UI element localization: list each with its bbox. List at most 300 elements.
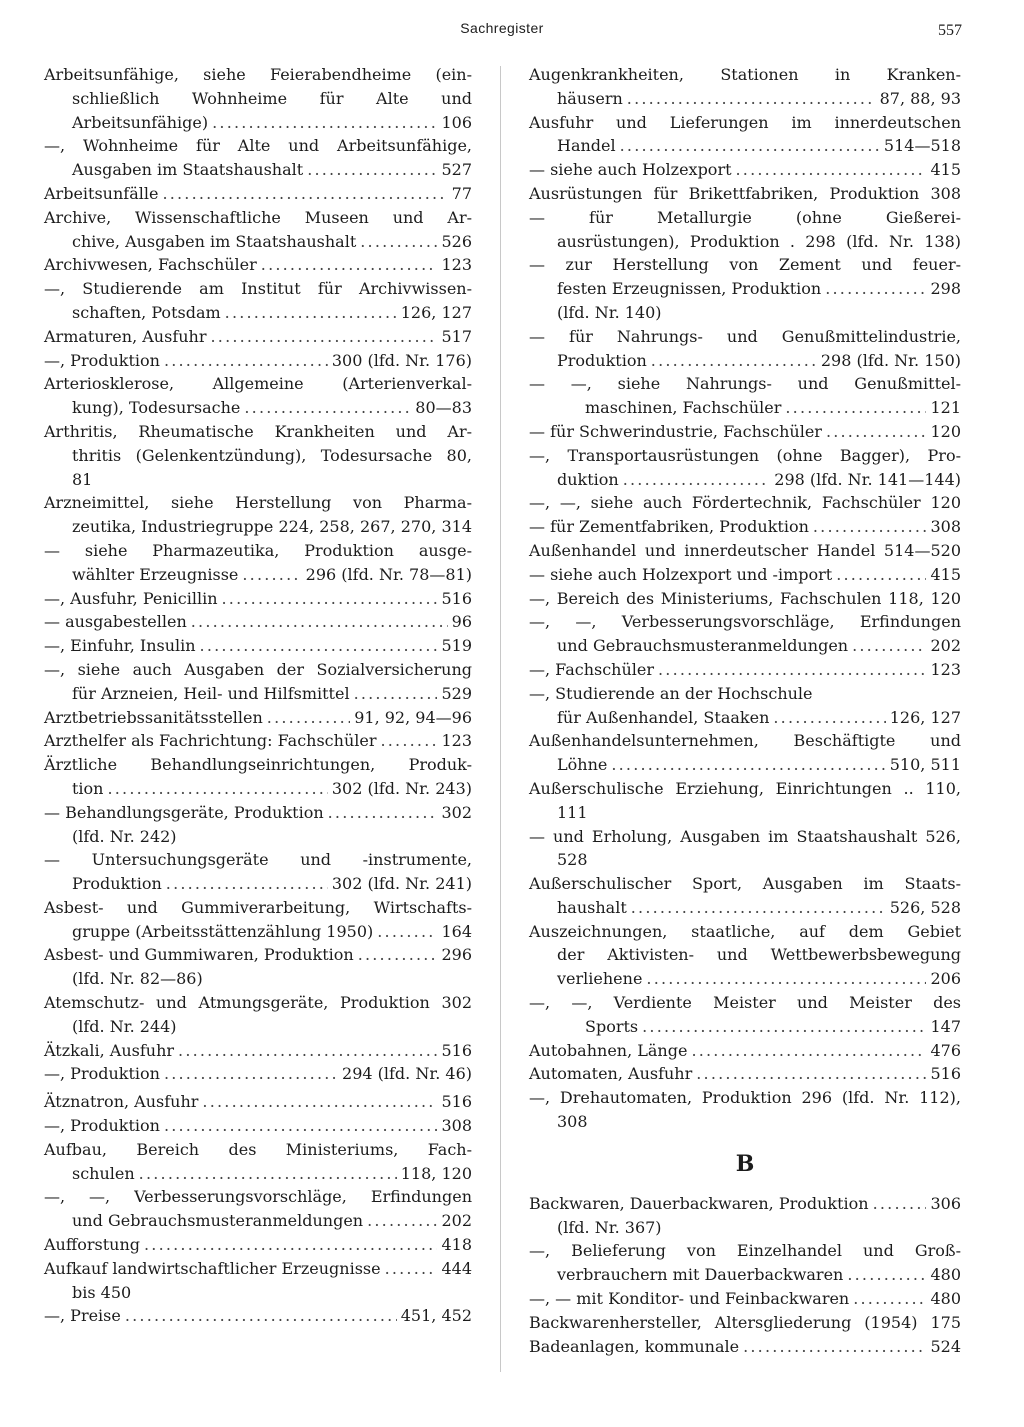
entry-line [44,1162,472,1186]
entry-text: Backwarenhersteller, Altersgliederung (1954) 175 [529,1312,961,1332]
entry-text: —, Preise [44,1306,121,1326]
index-entry [529,515,961,539]
dot-leader [225,301,397,325]
entry-line [529,1239,961,1263]
dot-leader [620,134,880,158]
entry-text: für Arzneien, Heil- und Hilfsmittel [72,683,350,703]
page-reference: 526 [441,231,472,251]
index-entry [44,491,472,539]
dot-leader [611,753,885,777]
page-reference: 516 [441,588,472,608]
page-reference: 126, 127 [400,302,472,322]
dot-leader [166,872,328,896]
entry-text: —, —, Verbesserungsvorschläge, Erfindungen [44,1187,472,1207]
entry-text: Sports [585,1016,639,1036]
entry-text: — für Metallurgie (ohne Gießerei- [529,207,961,227]
page-reference: 517 [441,326,472,346]
index-entry [44,1233,472,1257]
entry-text: Ausfuhr und Lieferungen im innerdeutschen [529,112,961,132]
entry-line [529,753,961,777]
entry-text: Arbeitsunfälle [44,183,159,203]
dot-leader [358,943,438,967]
index-entry [529,729,961,777]
entry-text: bis 450 [72,1282,132,1302]
entry-text: schaften, Potsdam [72,302,221,322]
entry-text: zeutika, Industriegruppe 224, 258, 267, 270, 314 [72,517,472,537]
entry-line [44,1015,472,1039]
entry-text: —, — mit Konditor- und Feinbackwaren [529,1289,850,1309]
page-header [0,20,1024,42]
entry-text: Aufbau, Bereich des Ministeriums, Fach- [44,1139,472,1159]
entry-line [44,1062,472,1086]
entry-text: duktion [557,469,619,489]
entry-line [44,777,472,801]
dot-leader [178,1039,437,1063]
entry-line [529,1015,961,1039]
entry-line [44,420,472,444]
index-entry [44,587,472,611]
entry-text: Augenkrankheiten, Stationen in Kranken- [529,65,961,84]
index-entry [529,491,961,515]
entry-line [529,515,961,539]
entry-text: Autobahnen, Länge [529,1040,688,1060]
dot-leader [853,1287,926,1311]
dot-leader [813,515,927,539]
index-entry [529,658,961,682]
index-entry [44,658,472,706]
page-reference: 80—83 [415,398,472,418]
entry-line [529,491,961,515]
entry-line [44,753,472,777]
index-entry [44,182,472,206]
entry-line [44,729,472,753]
entry-text: Archive, Wissenschaftliche Museen und Ar- [44,207,472,227]
entry-line [529,706,961,730]
entry-text: Ausgaben im Staatshaushalt [72,160,304,180]
entry-text: schließlich Wohnheime für Alte und [72,88,472,108]
page-reference: 164 [441,921,472,941]
entry-line [44,1185,472,1209]
entry-text: 81 [72,469,93,489]
page-reference: 516 [930,1064,961,1084]
index-entry [529,1062,961,1086]
entry-text: Aufforstung [44,1235,140,1255]
entry-line [529,230,961,254]
entry-text: (lfd. Nr. 82—86) [72,969,203,989]
index-entry [44,206,472,254]
entry-text: Arzneimittel, siehe Herstellung von Pharma- [44,493,472,513]
page-number: 557 [938,22,962,39]
entry-line [44,253,472,277]
entry-text: Aufkauf landwirtschaftlicher Erzeugnisse [44,1258,381,1278]
entry-text: für Außenhandel, Staaken [557,707,770,727]
page-reference: 296 (lfd. Nr. 78—81) [305,564,472,584]
entry-line [529,206,961,230]
entry-line [529,301,961,325]
entry-line [529,610,961,634]
page-reference: 87, 88, 93 [879,88,961,108]
entry-text: — siehe auch Holzexport und -import [529,564,833,584]
entry-line [529,539,961,563]
page-reference: 202 [930,636,961,656]
entry-line [44,896,472,920]
dot-leader [377,920,437,944]
entry-line [44,1090,472,1114]
entry-text: 308 [557,1112,588,1132]
entry-text: und Gebrauchsmusteranmeldungen [72,1211,364,1231]
entry-text: —, Drehautomaten, Produktion 296 (lfd. Nr. 112), [529,1088,961,1108]
dot-leader [736,158,927,182]
index-entry [529,444,961,492]
dot-leader [631,896,886,920]
entry-line [44,872,472,896]
entry-text: Auszeichnungen, staatliche, auf dem Gebiet [529,921,961,941]
entry-line [44,325,472,349]
entry-text: Backwaren, Dauerbackwaren, Produktion [529,1193,869,1213]
page-reference: 415 [930,160,961,180]
entry-line [44,634,472,658]
entry-text: Arzthelfer als Fachrichtung: Fachschüler [44,731,377,751]
entry-line [44,1257,472,1281]
dot-leader [202,1090,437,1114]
index-entry [44,1039,472,1063]
entry-text: —, Fachschüler [529,659,655,679]
entry-text: —, Ausfuhr, Penicillin [44,588,218,608]
dot-leader [354,682,438,706]
entry-line [44,444,472,468]
entry-text: —, Bereich des Ministeriums, Fachschulen 118, 120 [529,588,961,608]
index-entry [529,920,961,991]
entry-line [44,1114,472,1138]
index-entry [529,682,961,730]
entry-text: thritis (Gelenkentzündung), Todesursache 80, [72,445,472,465]
entry-line [529,729,961,753]
entry-text: — für Schwerindustrie, Fachschüler [529,421,822,441]
entry-line [529,943,961,967]
entry-line [44,206,472,230]
entry-line [529,896,961,920]
entry-line [529,182,961,206]
entry-text: Arztbetriebssanitätsstellen [44,707,263,727]
index-entry [44,1062,472,1086]
entry-text: Produktion [557,350,647,370]
dot-leader [873,1192,927,1216]
entry-line [44,943,472,967]
index-entry [44,896,472,944]
index-entry [529,587,961,611]
page-reference: 120 [930,421,961,441]
entry-text: — ausgabestellen [44,612,187,632]
entry-text: — und Erholung, Ausgaben im Staatshaushalt 526, [529,826,961,846]
page-reference: 91, 92, 94—96 [354,707,472,727]
entry-line [44,1304,472,1328]
entry-line [44,706,472,730]
dot-leader [646,967,926,991]
entry-line [529,349,961,373]
index-entry [44,420,472,491]
dot-leader [360,230,437,254]
index-entry [529,182,961,206]
page-reference: 121 [930,398,961,418]
column-divider [500,66,501,1372]
entry-text: 528 [557,850,588,870]
entry-line [529,1039,961,1063]
dot-leader [212,111,437,135]
index-column-left [44,63,472,1328]
entry-line [44,372,472,396]
entry-line [529,372,961,396]
entry-text: — —, siehe Nahrungs- und Genußmittel- [529,374,961,394]
page-reference: 302 [441,802,472,822]
index-entry [44,1257,472,1305]
entry-text: Asbest- und Gummiverarbeitung, Wirtschafts- [44,897,472,917]
entry-line [44,848,472,872]
page-reference: 298 (lfd. Nr. 141—144) [774,469,961,489]
entry-text: Außerschulische Erziehung, Einrichtungen .. 110, [529,778,961,798]
entry-text: Ätznatron, Ausfuhr [44,1092,199,1112]
entry-line [44,349,472,373]
page-reference: 147 [930,1016,961,1036]
entry-text: — siehe auch Holzexport [529,160,732,180]
entry-line [529,920,961,944]
dot-leader [642,1015,926,1039]
entry-text: —, Produktion [44,1116,160,1136]
entry-text: — Behandlungsgeräte, Produktion [44,802,324,822]
dot-leader [826,420,927,444]
entry-text: —, Produktion [44,1064,160,1084]
entry-text: Ätzkali, Ausfuhr [44,1040,175,1060]
entry-text: wählter Erzeugnisse [72,564,239,584]
entry-line [529,1110,961,1134]
index-entry [44,1185,472,1233]
entry-line [529,468,961,492]
entry-line [529,111,961,135]
index-entry [44,706,472,730]
entry-text: (lfd. Nr. 244) [72,1016,177,1036]
page-reference: 298 [930,279,961,299]
dot-leader [107,777,327,801]
entry-text: kung), Todesursache [72,398,241,418]
dot-leader [164,349,328,373]
entry-text: haushalt [557,897,627,917]
entry-text: —, Einfuhr, Insulin [44,636,196,656]
page-reference: 529 [441,683,472,703]
entry-line [44,87,472,111]
entry-text: chive, Ausgaben im Staatshaushalt [72,231,357,251]
page-reference: 418 [441,1235,472,1255]
page-reference: 202 [441,1211,472,1231]
index-entry [529,872,961,920]
entry-text: (lfd. Nr. 242) [72,826,177,846]
index-entry [529,372,961,420]
index-entry [44,1304,472,1328]
dot-leader [623,468,771,492]
dot-leader [785,396,926,420]
page-reference: 306 [930,1193,961,1213]
entry-line [44,1039,472,1063]
index-entry [44,277,472,325]
page-reference: 123 [441,731,472,751]
entry-line [529,444,961,468]
dot-leader [267,706,350,730]
entry-line [529,1216,961,1240]
index-entry [529,325,961,373]
index-entry [44,63,472,134]
entry-line [44,1209,472,1233]
page-reference: 476 [930,1040,961,1060]
index-entry [529,1039,961,1063]
index-entry [529,991,961,1039]
page-reference: 519 [441,636,472,656]
page-reference: 451, 452 [400,1306,472,1326]
page-reference: 415 [930,564,961,584]
index-entry [44,991,472,1039]
entry-line [44,396,472,420]
entry-line [529,1335,961,1359]
entry-line [529,967,961,991]
entry-text: —, —, Verbesserungsvorschläge, Erfindungen [529,612,961,632]
page-reference: 77 [451,183,472,203]
index-entry [44,325,472,349]
entry-line [529,253,961,277]
page-reference: 308 [441,1116,472,1136]
entry-line [529,634,961,658]
dot-leader [139,1162,397,1186]
index-column-right [529,63,961,1358]
dot-leader [696,1062,926,1086]
entry-text: —, Wohnheime für Alte und Arbeitsunfähige, [44,136,472,156]
entry-text: Armaturen, Ausfuhr [44,326,207,346]
entry-text: Produktion [72,874,162,894]
entry-line [44,825,472,849]
index-entry [529,1335,961,1359]
section-letter: B [735,1150,755,1177]
dot-leader [825,277,926,301]
entry-line [44,539,472,563]
entry-line [44,277,472,301]
page-reference: 444 [441,1258,472,1278]
dot-leader [367,1209,437,1233]
dot-leader [328,801,438,825]
entry-text: Handel [557,136,616,156]
entry-text: —, Belieferung von Einzelhandel und Groß- [529,1241,961,1261]
index-entry [529,63,961,111]
dot-leader [307,158,437,182]
entry-line [529,658,961,682]
entry-line [44,991,472,1015]
page-reference: 524 [930,1336,961,1356]
dot-leader [847,1263,926,1287]
entry-text: —, Produktion [44,350,160,370]
entry-line [529,87,961,111]
dot-leader [200,634,438,658]
entry-text: Löhne [557,755,608,775]
entry-line [44,587,472,611]
index-entry [44,848,472,896]
dot-leader [164,1114,438,1138]
entry-line [529,825,961,849]
dot-leader [658,658,926,682]
entry-line [529,63,961,87]
entry-text: —, Transportausrüstungen (ohne Bagger), Pro- [529,445,961,465]
entry-line [44,182,472,206]
index-entry [44,943,472,991]
entry-line [44,301,472,325]
entry-line [529,134,961,158]
page-reference: 510, 511 [889,755,961,775]
dot-leader [627,87,876,111]
entry-text: Ausrüstungen für Brikettfabriken, Produktion 308 [529,183,961,203]
index-entry [529,1239,961,1287]
dot-leader [191,610,448,634]
page-reference: 106 [441,112,472,132]
entry-text: —, siehe auch Ausgaben der Sozialversicherung [44,659,472,679]
entry-line [44,682,472,706]
entry-text: — siehe Pharmazeutika, Produktion ausge- [44,540,472,560]
entry-line [529,1263,961,1287]
entry-text: — für Zementfabriken, Produktion [529,517,809,537]
dot-leader [222,587,438,611]
entry-line [529,872,961,896]
entry-line [44,967,472,991]
page-reference: 294 (lfd. Nr. 46) [342,1064,472,1084]
dot-leader [773,706,885,730]
index-entry [44,610,472,634]
entry-line [529,801,961,825]
page-reference: 514—518 [883,136,961,156]
entry-line [529,848,961,872]
entry-line [44,491,472,515]
entry-line [44,1281,472,1305]
entry-text: Arthritis, Rheumatische Krankheiten und Ar- [44,421,472,441]
page-reference: 480 [930,1289,961,1309]
index-entry [529,563,961,587]
entry-line [529,1192,961,1216]
index-entry [44,1114,472,1138]
entry-text: Arbeitsunfähige, siehe Feierabendheime (ein- [44,65,472,84]
entry-line [529,991,961,1015]
entry-line [44,1138,472,1162]
entry-text: — zur Herstellung von Zement und feuer- [529,255,961,275]
index-entry [44,729,472,753]
entry-line [529,396,961,420]
page-reference: 300 (lfd. Nr. 176) [331,350,472,370]
entry-line [44,134,472,158]
index-entry [44,539,472,587]
index-entry [44,1090,472,1114]
dot-leader [261,253,438,277]
page-reference: 118, 120 [400,1163,472,1183]
entry-line [44,515,472,539]
dot-leader [743,1335,926,1359]
page-reference: 302 (lfd. Nr. 243) [331,778,472,798]
entry-text: —, —, siehe auch Fördertechnik, Fachschüler 120 [529,493,961,513]
entry-text: Arteriosklerose, Allgemeine (Arterienverkal- [44,374,472,394]
page-reference: 96 [451,612,472,632]
entry-text: Außenhandelsunternehmen, Beschäftigte und [529,731,961,751]
index-entry [44,753,472,801]
index-entry [44,253,472,277]
entry-line [44,563,472,587]
entry-text: (lfd. Nr. 140) [557,302,662,322]
entry-text: und Gebrauchsmusteranmeldungen [557,636,849,656]
page-reference: 298 (lfd. Nr. 150) [820,350,961,370]
entry-text: häusern [557,88,623,108]
entry-line [529,777,961,801]
entry-line [44,920,472,944]
index-entry [529,1086,961,1134]
dot-leader [144,1233,437,1257]
